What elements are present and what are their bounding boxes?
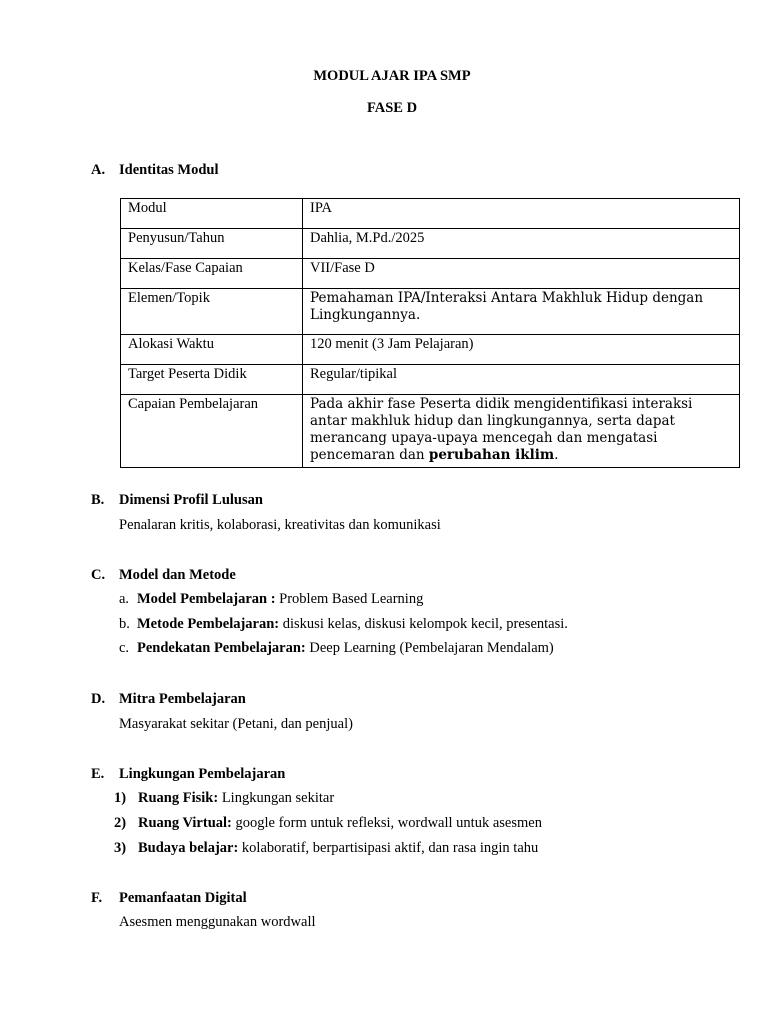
section-e-heading xyxy=(91,766,285,783)
section-b-title: Dimensi Profil Lulusan xyxy=(119,492,263,508)
table-key-cell: Alokasi Waktu xyxy=(121,335,303,365)
list-label: Model Pembelajaran : xyxy=(137,591,276,607)
list-text: Deep Learning (Pembelajaran Mendalam) xyxy=(305,640,554,656)
table-key-cell: Target Peserta Didik xyxy=(121,365,303,395)
table-value-cell: IPA xyxy=(303,199,740,229)
table-value-cell: VII/Fase D xyxy=(303,259,740,289)
table-row xyxy=(121,259,740,289)
list-text: diskusi kelas, diskusi kelompok kecil, presentasi. xyxy=(279,616,568,632)
section-d-heading xyxy=(91,691,246,708)
section-a-letter: A. xyxy=(91,162,106,178)
section-f-text: Asesmen menggunakan wordwall xyxy=(119,914,316,930)
list-marker: 2) xyxy=(114,815,127,831)
table-row xyxy=(121,289,740,335)
list-item xyxy=(114,815,542,832)
section-e-letter: E. xyxy=(91,766,105,782)
section-b-letter: B. xyxy=(91,492,105,508)
table-key-cell: Modul xyxy=(121,199,303,229)
table-row xyxy=(121,335,740,365)
list-label: Metode Pembelajaran: xyxy=(137,616,280,632)
section-d-letter: D. xyxy=(91,691,106,707)
capaian-end-text: . xyxy=(554,447,559,463)
table-row xyxy=(121,229,740,259)
list-label: Pendekatan Pembelajaran: xyxy=(137,640,306,656)
table-key-cell: Capaian Pembelajaran xyxy=(121,395,303,468)
section-c-title: Model dan Metode xyxy=(119,567,236,583)
section-f-title: Pemanfaatan Digital xyxy=(119,890,247,906)
identity-table xyxy=(120,198,740,468)
list-item xyxy=(114,840,538,857)
list-label: Budaya belajar: xyxy=(138,840,239,856)
list-item xyxy=(119,616,568,633)
table-row xyxy=(121,199,740,229)
list-label: Ruang Virtual: xyxy=(138,815,232,831)
table-value-cell xyxy=(303,395,740,468)
list-marker: a. xyxy=(119,591,130,607)
list-marker: b. xyxy=(119,616,130,632)
list-marker: c. xyxy=(119,640,130,656)
section-b-text: Penalaran kritis, kolaborasi, kreativitas dan komunikasi xyxy=(119,517,441,533)
table-value-cell: 120 menit (3 Jam Pelajaran) xyxy=(303,335,740,365)
list-marker: 3) xyxy=(114,840,127,856)
section-f-heading xyxy=(91,890,247,907)
list-text: kolaboratif, berpartisipasi aktif, dan rasa ingin tahu xyxy=(238,840,539,856)
document-title: MODUL AJAR IPA SMP xyxy=(313,68,471,84)
capaian-bold-text: perubahan iklim xyxy=(428,447,555,463)
section-c-letter: C. xyxy=(91,567,106,583)
table-value-cell: Pemahaman IPA/Interaksi Antara Makhluk Hidup dengan Lingkungannya. xyxy=(303,289,740,335)
section-e-title: Lingkungan Pembelajaran xyxy=(119,766,286,782)
table-row xyxy=(121,395,740,468)
list-label: Ruang Fisik: xyxy=(138,790,219,806)
list-text: Problem Based Learning xyxy=(275,591,424,607)
section-b-heading xyxy=(91,492,263,509)
list-text: google form untuk refleksi, wordwall untuk asesmen xyxy=(231,815,542,831)
section-a-title: Identitas Modul xyxy=(119,162,219,178)
section-f-letter: F. xyxy=(91,890,103,906)
section-d-text: Masyarakat sekitar (Petani, dan penjual) xyxy=(119,716,353,732)
table-key-cell: Kelas/Fase Capaian xyxy=(121,259,303,289)
list-text: Lingkungan sekitar xyxy=(218,790,335,806)
table-row xyxy=(121,365,740,395)
table-key-cell: Penyusun/Tahun xyxy=(121,229,303,259)
section-d-title: Mitra Pembelajaran xyxy=(119,691,246,707)
table-value-cell: Regular/tipikal xyxy=(303,365,740,395)
section-c-heading xyxy=(91,567,236,584)
document-subtitle: FASE D xyxy=(366,100,418,116)
list-marker: 1) xyxy=(114,790,127,806)
list-item xyxy=(119,640,554,657)
section-a-heading xyxy=(91,162,219,179)
table-value-cell: Dahlia, M.Pd./2025 xyxy=(303,229,740,259)
list-item xyxy=(114,790,334,807)
list-item xyxy=(119,591,423,608)
capaian-text: Pada akhir fase Peserta didik mengidentifikasi interaksi antar makhluk hidup dan lingkungannya, serta dapat merancang upaya-upaya mencegah dan mengatasi pencemaran dan xyxy=(310,396,693,463)
table-key-cell: Elemen/Topik xyxy=(121,289,303,335)
